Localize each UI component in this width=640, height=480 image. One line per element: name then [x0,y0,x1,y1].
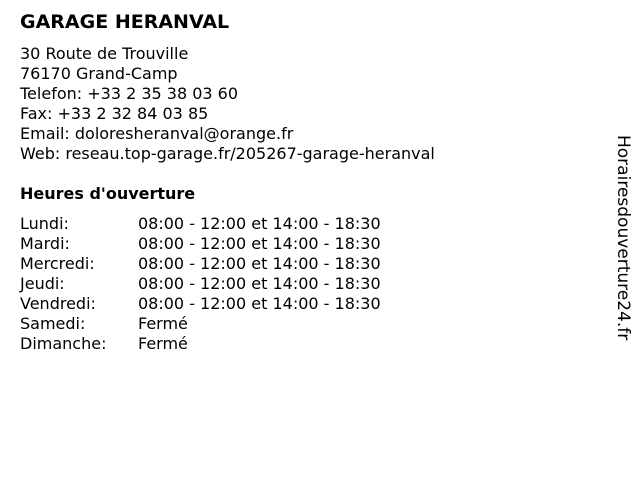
day-hours: 08:00 - 12:00 et 14:00 - 18:30 [138,254,381,273]
email-line: Email: doloresheranval@orange.fr [20,124,294,143]
opening-hours-heading: Heures d'ouverture [20,184,196,203]
day-label: Vendredi: [20,294,96,313]
day-hours: 08:00 - 12:00 et 14:00 - 18:30 [138,234,381,253]
fax-line: Fax: +33 2 32 84 03 85 [20,104,209,123]
phone-line: Telefon: +33 2 35 38 03 60 [20,84,239,103]
day-label: Jeudi: [20,274,65,293]
day-label: Mardi: [20,234,70,253]
day-hours: 08:00 - 12:00 et 14:00 - 18:30 [138,214,381,233]
day-label: Dimanche: [20,334,107,353]
site-watermark [612,135,636,375]
address-block [20,44,435,164]
day-label: Mercredi: [20,254,95,273]
business-name: GARAGE HERANVAL [20,11,230,33]
day-label: Samedi: [20,314,86,333]
city-line: 76170 Grand-Camp [20,64,178,83]
web-line: Web: reseau.top-garage.fr/205267-garage-heranval [20,144,435,163]
day-hours: Fermé [138,334,188,353]
street-line: 30 Route de Trouville [20,44,189,63]
day-label: Lundi: [20,214,69,233]
watermark-text: Horairesdouverture24.fr [613,135,633,341]
day-hours: 08:00 - 12:00 et 14:00 - 18:30 [138,274,381,293]
day-hours: Fermé [138,314,188,333]
day-hours: 08:00 - 12:00 et 14:00 - 18:30 [138,294,381,313]
